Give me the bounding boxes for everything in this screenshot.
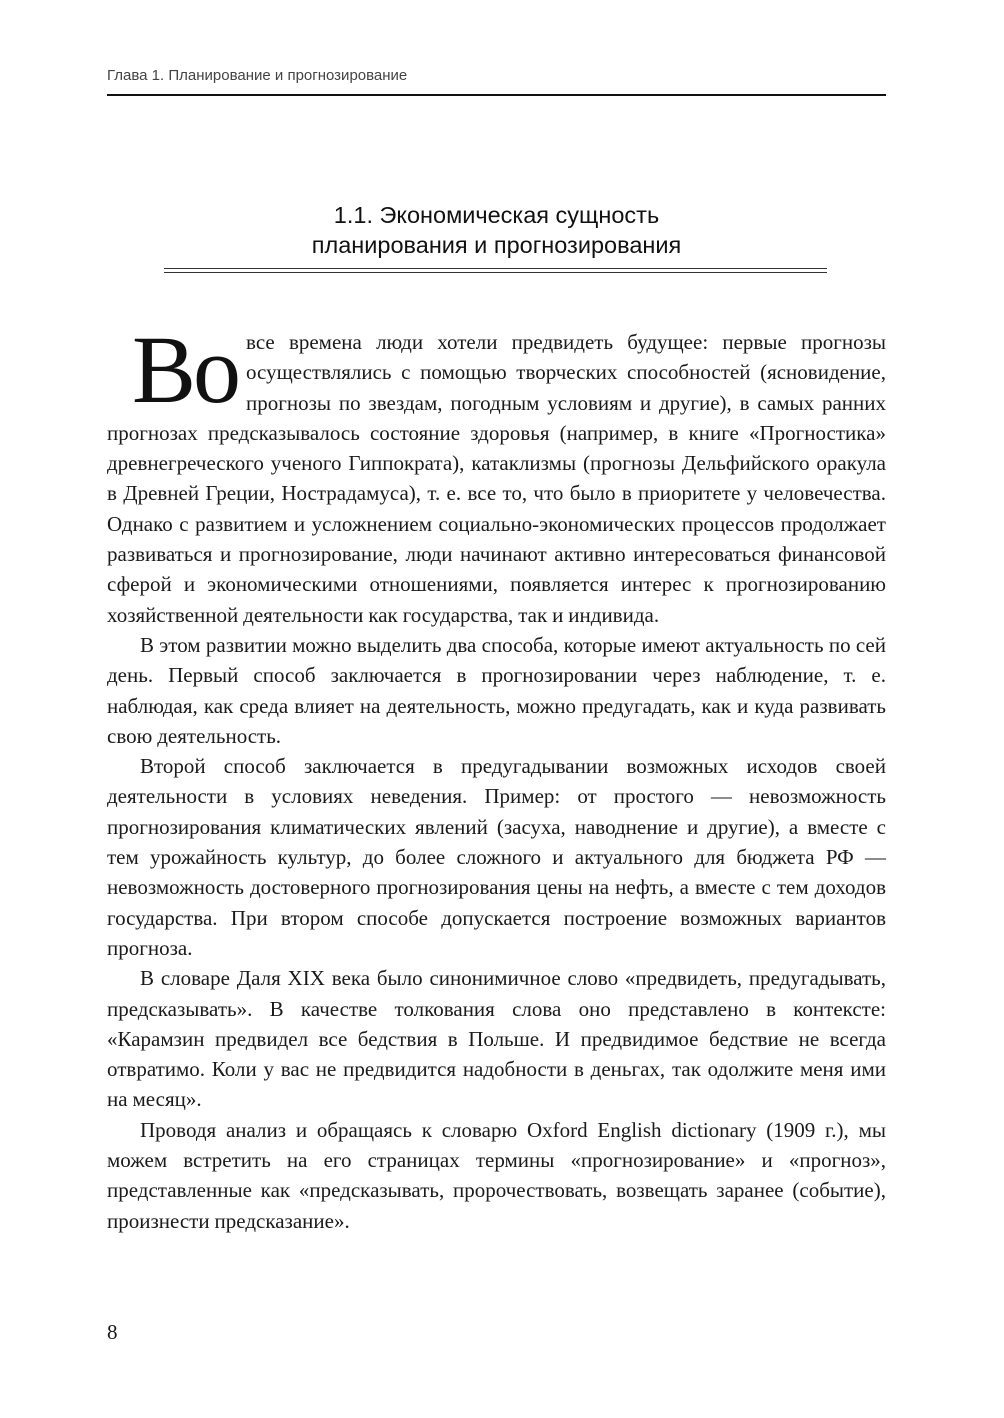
title-rule-top [164,268,827,269]
drop-cap: Во [132,316,239,423]
paragraph-5: Проводя анализ и обращаясь к словарю Oxford English dictionary (1909 г.), мы можем встретить на его страницах термины «прогнозирование» и «прогноз», представленные как «предсказывать, пророчествовать, возвещать заранее (событие), произнести предсказание». [107,1117,886,1233]
paragraph-4: В словаре Даля XIX века было синонимичное слово «предвидеть, предугадывать, предсказывать». В качестве толкования слова оно представлено в контексте: «Карамзин предвидел все бедствия в Польше. И предвидимое бедствие не всегда отвратимо. Коли у вас не предвидится надобности в деньгах, так одолжите меня ими на месяц». [107,966,886,1112]
paragraph-1-text: все времена люди хотели предвидеть будущее: первые прогнозы осуществлялись с помощью творческих способностей (ясновидение, прогнозы по звездам, погодным условиям и другие), в самых ранних прогнозах предсказывалось состояние здоровья (например, в книге «Прогностика» древнегреческого ученого Гиппократа), катаклизмы (прогнозы Дельфийского оракула в Древней Греции, Нострадамуса), т. е. все то, что было в приоритете у человечества. Однако с развитием и усложнением социально-экономических процессов продолжает развиваться и прогнозирование, люди начинают активно интересоваться финансовой сферой и экономическими отношениями, появляется интерес к прогнозированию хозяйственной деятельности как государства, так и индивида. [107,330,886,627]
body-text [107,316,886,1236]
title-rule-bottom [164,272,827,273]
page-number: 8 [107,1320,118,1344]
section-title-line-2: планирования и прогнозирования [311,232,682,258]
paragraph-1 [107,316,886,630]
paragraph-3: Второй способ заключается в предугадывании возможных исходов своей деятельности в условиях неведения. Пример: от простого — невозможность прогнозирования климатических явлений (засуха, наводнение и другие), а вместе с тем урожайность культур, до более сложного и актуального для бюджета РФ — невозможность достоверного прогнозирования цены на нефть, а вместе с тем доходов государства. При втором способе допускается построение возможных вариантов прогноза. [107,754,886,960]
running-header: Глава 1. Планирование и прогнозирование [107,67,408,84]
header-rule [107,94,886,96]
paragraph-2: В этом развитии можно выделить два способа, которые имеют актуальность по сей день. Первый способ заключается в прогнозировании через наблюдение, т. е. наблюдая, как среда влияет на деятельность, можно предугадать, как и куда развивать свою деятельность. [107,632,886,748]
section-title [160,200,833,260]
section-title-line-1: 1.1. Экономическая сущность [333,202,660,228]
